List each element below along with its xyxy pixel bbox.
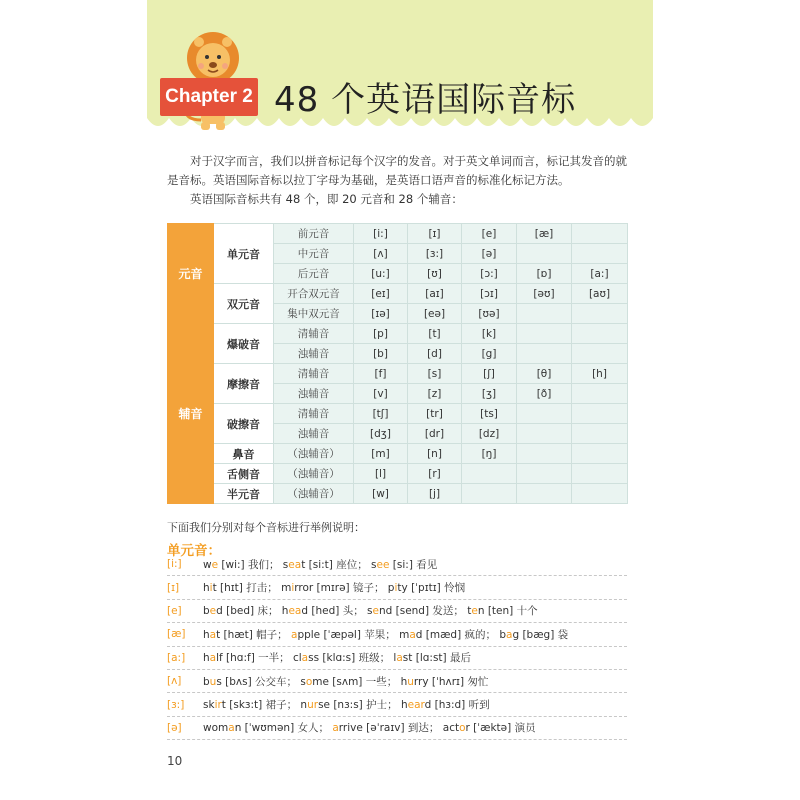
symbol-cell: [e]	[462, 224, 517, 244]
empty-cell	[462, 484, 517, 504]
empty-cell	[572, 384, 628, 404]
symbol-cell: [v]	[354, 384, 408, 404]
example-text: wom	[203, 722, 229, 735]
highlighted-letters: o	[305, 675, 313, 688]
highlighted-letters: a	[332, 722, 339, 735]
example-text: [wi:] 我们； s	[218, 558, 289, 571]
example-symbol: [a:]	[167, 651, 186, 664]
example-text: me [sʌm] 一些； h	[312, 675, 408, 688]
symbol-cell: [n]	[408, 444, 462, 464]
highlighted-letters: o	[459, 722, 466, 735]
category-consonant: 辅音	[168, 324, 214, 504]
symbol-cell: [ts]	[462, 404, 517, 424]
empty-cell	[462, 464, 517, 484]
example-text: d [hɜ:d] 听到	[424, 699, 490, 712]
table-row	[168, 404, 628, 424]
subcategory-plosive: 爆破音	[214, 324, 274, 364]
highlighted-letters: ea	[288, 558, 302, 571]
row-label: 开合双元音	[274, 284, 354, 304]
chapter-badge: Chapter 2	[160, 78, 258, 116]
row-label: （浊辅音）	[274, 464, 354, 484]
example-row	[167, 600, 627, 623]
example-text: ty [ˈpɪtɪ] 怜悯	[397, 582, 466, 595]
symbol-cell: [ɔɪ]	[462, 284, 517, 304]
highlighted-letters: a	[396, 652, 403, 665]
symbol-cell: [g]	[462, 344, 517, 364]
example-text: h	[203, 652, 210, 665]
row-label: 前元音	[274, 224, 354, 244]
chapter-header	[147, 0, 653, 140]
symbol-cell: [a:]	[572, 264, 628, 284]
empty-cell	[572, 404, 628, 424]
page-title: 48 个英语国际音标	[274, 80, 577, 120]
example-text: [si:] 看见	[389, 558, 438, 571]
symbol-cell: [eə]	[408, 304, 462, 324]
example-row	[167, 670, 627, 693]
table-row	[168, 484, 628, 504]
symbol-cell: [æ]	[517, 224, 572, 244]
example-symbol: [i:]	[167, 558, 182, 571]
symbol-cell: [aɪ]	[408, 284, 462, 304]
table-row	[168, 324, 628, 344]
symbol-cell: [ɪə]	[354, 304, 408, 324]
symbol-cell: [m]	[354, 444, 408, 464]
category-vowel: 元音	[168, 224, 214, 324]
empty-cell	[572, 224, 628, 244]
example-text: rry [ˈhʌrɪ] 匆忙	[413, 675, 489, 688]
example-symbol: [e]	[167, 604, 182, 617]
symbol-cell: [s]	[408, 364, 462, 384]
example-symbol: [ɜ:]	[167, 698, 185, 711]
example-symbol: [æ]	[167, 628, 186, 641]
table-row	[168, 224, 628, 244]
example-text: pple [ˈæpəl] 苹果； m	[297, 628, 410, 641]
empty-cell	[517, 244, 572, 264]
symbol-cell: [dʒ]	[354, 424, 408, 444]
symbol-cell: [z]	[408, 384, 462, 404]
symbol-cell: [u:]	[354, 264, 408, 284]
symbol-cell: [k]	[462, 324, 517, 344]
table-row	[168, 364, 628, 384]
example-text: t [hæt] 帽子；	[216, 628, 291, 641]
example-row	[167, 693, 627, 716]
example-words	[203, 720, 627, 735]
symbol-cell: [eɪ]	[354, 284, 408, 304]
highlighted-letters: a	[209, 628, 217, 641]
symbol-cell: [r]	[408, 464, 462, 484]
symbol-cell: [b]	[354, 344, 408, 364]
empty-cell	[517, 424, 572, 444]
examples-intro-text: 下面我们分别对每个音标进行举例说明：	[167, 521, 365, 534]
row-label: 集中双元音	[274, 304, 354, 324]
symbol-cell: [j]	[408, 484, 462, 504]
symbol-cell: [θ]	[517, 364, 572, 384]
example-text: nd [send] 发送； t	[378, 605, 472, 618]
row-label: 中元音	[274, 244, 354, 264]
empty-cell	[517, 304, 572, 324]
empty-cell	[517, 324, 572, 344]
example-words	[203, 650, 627, 665]
row-label: 清辅音	[274, 324, 354, 344]
subcategory-semivowel: 半元音	[214, 484, 274, 504]
symbol-cell: [d]	[408, 344, 462, 364]
subcategory-fricative: 摩擦音	[214, 364, 274, 404]
empty-cell	[517, 404, 572, 424]
example-text: d [bed] 床； h	[216, 605, 289, 618]
example-symbol: [ə]	[167, 721, 182, 734]
example-row	[167, 553, 627, 576]
example-symbol: [ʌ]	[167, 675, 182, 688]
highlighted-letters: i	[291, 582, 295, 595]
example-words	[203, 697, 627, 712]
row-label: （浊辅音）	[274, 484, 354, 504]
example-row	[167, 717, 627, 740]
example-text: d [mæd] 疯的； b	[415, 628, 507, 641]
example-text: st [lɑ:st] 最后	[402, 652, 471, 665]
symbol-cell: [l]	[354, 464, 408, 484]
symbol-cell: [w]	[354, 484, 408, 504]
example-text: r [ˈæktə] 演员	[465, 722, 536, 735]
symbol-cell: [tr]	[408, 404, 462, 424]
highlighted-letters: i	[209, 582, 213, 595]
symbol-cell: [ʌ]	[354, 244, 408, 264]
empty-cell	[572, 344, 628, 364]
example-words	[203, 580, 627, 595]
symbol-cell: [dz]	[462, 424, 517, 444]
subcategory-diphthong: 双元音	[214, 284, 274, 324]
row-label: 浊辅音	[274, 344, 354, 364]
symbol-cell: [ð]	[517, 384, 572, 404]
symbol-cell: [ʊ]	[408, 264, 462, 284]
symbol-cell: [ə]	[462, 244, 517, 264]
empty-cell	[572, 464, 628, 484]
highlighted-letters: u	[407, 675, 414, 688]
example-text: se [nɜ:s] 护士； h	[318, 699, 408, 712]
symbol-cell: [t]	[408, 324, 462, 344]
example-text: t [si:t] 座位； s	[301, 558, 377, 571]
symbol-cell: [əʊ]	[517, 284, 572, 304]
example-words	[203, 627, 627, 642]
row-label: 浊辅音	[274, 424, 354, 444]
subcategory-nasal: 鼻音	[214, 444, 274, 464]
symbol-cell: [i:]	[354, 224, 408, 244]
highlighted-letters: a	[228, 722, 235, 735]
symbol-cell: [ʒ]	[462, 384, 517, 404]
example-text: rrive [əˈraɪv] 到达； act	[338, 722, 460, 735]
example-text: g [bæg] 袋	[512, 628, 569, 641]
subcategory-single-vowel: 单元音	[214, 224, 274, 284]
page	[147, 0, 653, 800]
highlighted-letters: e	[372, 605, 379, 618]
example-list	[167, 553, 627, 740]
table-row	[168, 464, 628, 484]
intro-paragraph-2: 英语国际音标共有 48 个，即 20 元音和 28 个辅音：	[190, 192, 463, 206]
highlighted-letters: e	[471, 605, 478, 618]
subcategory-lateral: 舌侧音	[214, 464, 274, 484]
symbol-cell: [ɒ]	[517, 264, 572, 284]
highlighted-letters: i	[394, 582, 398, 595]
example-text: rror [mɪrə] 镜子； p	[294, 582, 395, 595]
example-text: ss [klɑ:s] 班级； l	[308, 652, 397, 665]
highlighted-letters: ir	[214, 699, 222, 712]
example-text: lf [hɑ:f] 一半； cl	[216, 652, 302, 665]
example-row	[167, 647, 627, 670]
highlighted-letters: a	[209, 652, 217, 665]
table-row	[168, 284, 628, 304]
empty-cell	[572, 304, 628, 324]
row-label: （浊辅音）	[274, 444, 354, 464]
empty-cell	[572, 424, 628, 444]
example-words	[203, 603, 627, 618]
example-text: b	[203, 675, 210, 688]
example-text: w	[203, 558, 212, 571]
empty-cell	[517, 344, 572, 364]
example-text: t [hɪt] 打击； m	[212, 582, 292, 595]
example-row	[167, 623, 627, 646]
highlighted-letters: ur	[307, 699, 319, 712]
empty-cell	[572, 444, 628, 464]
example-text: h	[203, 628, 210, 641]
row-label: 浊辅音	[274, 384, 354, 404]
row-label: 清辅音	[274, 364, 354, 384]
highlighted-letters: e	[211, 558, 219, 571]
intro-text	[167, 152, 633, 209]
empty-cell	[572, 244, 628, 264]
symbol-cell: [ɪ]	[408, 224, 462, 244]
empty-cell	[572, 324, 628, 344]
highlighted-letters: a	[301, 652, 309, 665]
example-words	[203, 557, 627, 572]
row-label: 清辅音	[274, 404, 354, 424]
example-text: t [skɜ:t] 裙子； n	[221, 699, 308, 712]
example-text: s [bʌs] 公交车； s	[216, 675, 306, 688]
example-text: n [ten] 十个	[477, 605, 538, 618]
table-row	[168, 444, 628, 464]
empty-cell	[517, 484, 572, 504]
highlighted-letters: ea	[288, 605, 302, 618]
highlighted-letters: u	[209, 675, 217, 688]
page-number: 10	[167, 754, 183, 768]
symbol-cell: [dr]	[408, 424, 462, 444]
phonetic-symbol-table	[167, 223, 628, 504]
empty-cell	[517, 464, 572, 484]
example-symbol: [ɪ]	[167, 581, 180, 594]
intro-paragraph-1: 对于汉字而言，我们以拼音标记每个汉字的发音。对于英文单词而言，标记其发音的就是音标。英语国际音标以拉丁字母为基础，是英语口语声音的标准化标记方法。	[167, 154, 627, 187]
symbol-cell: [ɜ:]	[408, 244, 462, 264]
example-text: sk	[203, 699, 215, 712]
section-title-single-vowels: 单元音：	[167, 543, 221, 559]
highlighted-letters: a	[291, 628, 298, 641]
symbol-cell: [aʊ]	[572, 284, 628, 304]
example-text: n [ˈwʊmən] 女人；	[234, 722, 333, 735]
symbol-cell: [ʊə]	[462, 304, 517, 324]
highlighted-letters: e	[209, 605, 217, 618]
symbol-cell: [ɔ:]	[462, 264, 517, 284]
example-row	[167, 576, 627, 599]
symbol-cell: [h]	[572, 364, 628, 384]
highlighted-letters: ee	[376, 558, 390, 571]
empty-cell	[517, 444, 572, 464]
example-text: b	[203, 605, 210, 618]
symbol-cell: [f]	[354, 364, 408, 384]
highlighted-letters: a	[506, 628, 513, 641]
highlighted-letters: ear	[407, 699, 425, 712]
highlighted-letters: a	[409, 628, 416, 641]
example-words	[203, 674, 627, 689]
example-text: d [hed] 头； s	[301, 605, 373, 618]
symbol-cell: [ʃ]	[462, 364, 517, 384]
symbol-cell: [tʃ]	[354, 404, 408, 424]
symbol-cell: [p]	[354, 324, 408, 344]
example-text: h	[203, 582, 210, 595]
symbol-cell: [ŋ]	[462, 444, 517, 464]
subcategory-affricate: 破擦音	[214, 404, 274, 444]
row-label: 后元音	[274, 264, 354, 284]
empty-cell	[572, 484, 628, 504]
